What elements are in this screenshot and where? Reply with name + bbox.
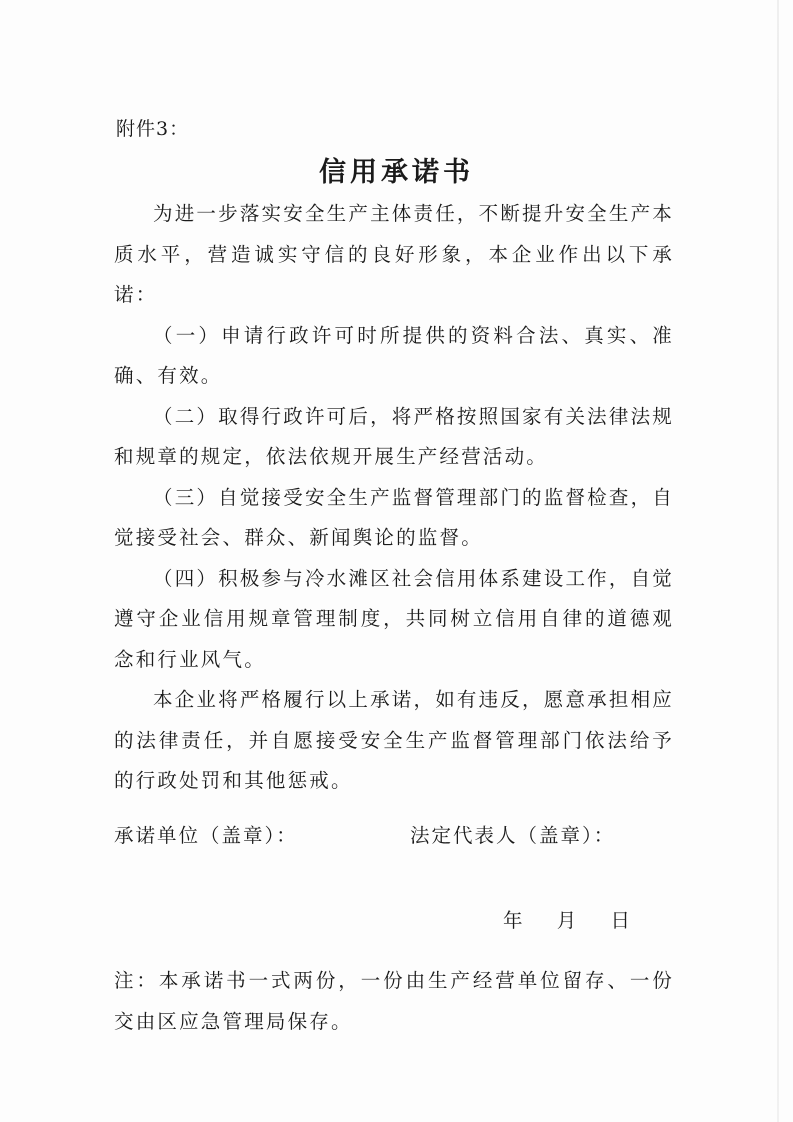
closing-paragraph: 本企业将严格履行以上承诺，如有违反，愿意承担相应的法律责任，并自愿接受安全生产监督管理部门依法给予的行政处罚和其他惩戒。 bbox=[114, 688, 674, 792]
legal-representative-label: 法定代表人（盖章）： bbox=[410, 824, 616, 847]
date-line bbox=[503, 905, 630, 933]
attachment-label: 附件3： bbox=[116, 118, 190, 140]
intro-paragraph: 为进一步落实安全生产主体责任，不断提升安全生产本质水平，营造诚实守信的良好形象，本企业作出以下承诺： bbox=[114, 202, 674, 306]
commitment-body bbox=[114, 194, 674, 802]
commitment-item-4: （四）积极参与冷水滩区社会信用体系建设工作，自觉遵守企业信用规章管理制度，共同树立信用自律的道德观念和行业风气。 bbox=[114, 566, 674, 671]
date-month: 月 bbox=[556, 909, 577, 932]
commitment-item-3: （三）自觉接受安全生产监督管理部门的监督检查，自觉接受社会、群众、新闻舆论的监督。 bbox=[114, 485, 674, 549]
date-year: 年 bbox=[503, 909, 523, 932]
date-day: 日 bbox=[610, 909, 630, 932]
document-title: 信用承诺书 bbox=[319, 157, 474, 188]
commitment-item-1: （一）申请行政许可时所提供的资料合法、真实、准确、有效。 bbox=[114, 323, 674, 387]
footnote: 注：本承诺书一式两份，一份由生产经营单位留存、一份交由区应急管理局保存。 bbox=[114, 969, 674, 1033]
commitment-item-2: （二）取得行政许可后，将严格按照国家有关法律法规和规章的规定，依法依规开展生产经营活动。 bbox=[114, 404, 674, 468]
committing-unit-label: 承诺单位（盖章）： bbox=[114, 824, 298, 847]
